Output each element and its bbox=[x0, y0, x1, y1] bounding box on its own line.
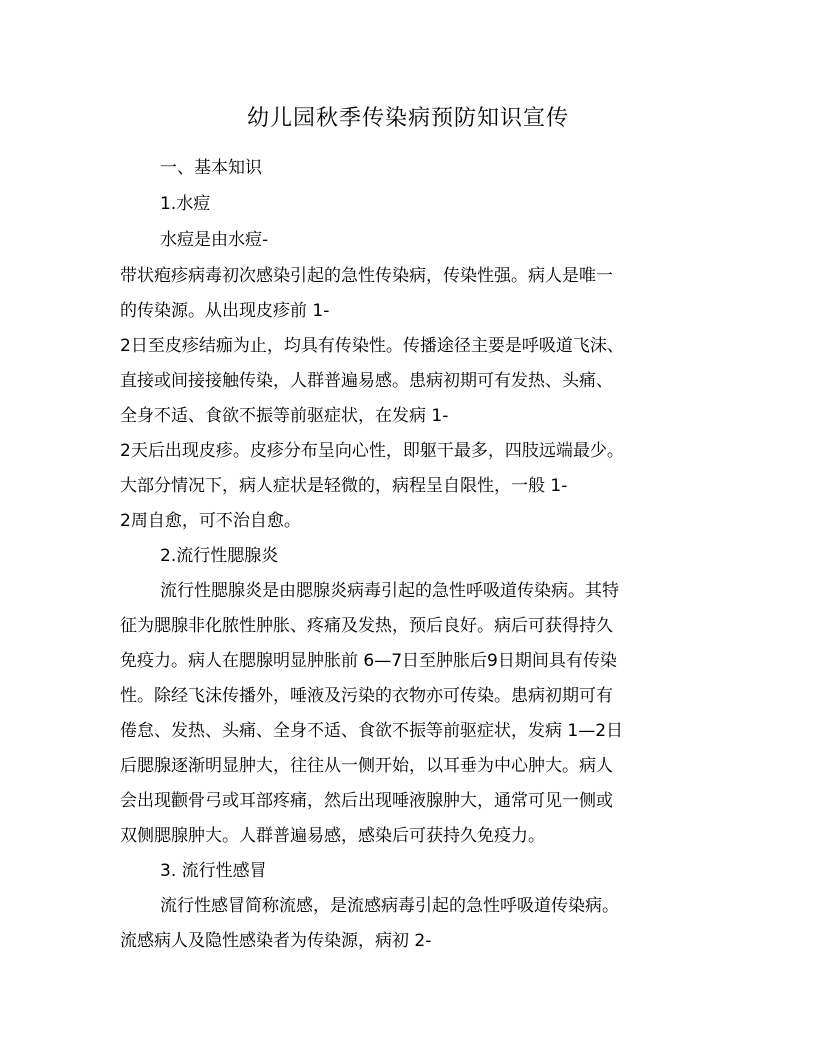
document-title: 幼儿园秋季传染病预防知识宣传 bbox=[246, 106, 569, 131]
paragraph-line: 流感病人及隐性感染者为传染源，病初 2- bbox=[120, 931, 432, 951]
paragraph-line: 征为腮腺非化脓性肿胀、疼痛及发热，预后良好。病后可获得持久 bbox=[120, 616, 613, 636]
paragraph-line: 倦怠、发热、头痛、全身不适、食欲不振等前驱症状，发病 1—2日 bbox=[120, 721, 624, 741]
paragraph-line: 的传染源。从出现皮疹前 1- bbox=[120, 301, 330, 321]
paragraph-line: 流行性腮腺炎是由腮腺炎病毒引起的急性呼吸道传染病。其特 bbox=[160, 581, 619, 601]
paragraph-line: 2日至皮疹结痂为止，均具有传染性。传播途径主要是呼吸道飞沫、 bbox=[120, 336, 624, 356]
paragraph-line: 水痘是由水痘- bbox=[160, 230, 269, 250]
item-heading-varicella: 1.水痘 bbox=[160, 194, 211, 214]
paragraph-line: 大部分情况下，病人症状是轻微的，病程呈自限性，一般 1- bbox=[120, 476, 568, 496]
paragraph-line: 2天后出现皮疹。皮疹分布呈向心性，即躯干最多，四肢远端最少。 bbox=[120, 441, 624, 461]
paragraph-line: 后腮腺逐渐明显肿大，往往从一侧开始，以耳垂为中心肿大。病人 bbox=[120, 756, 613, 776]
paragraph-line: 全身不适、食欲不振等前驱症状，在发病 1- bbox=[120, 406, 449, 426]
paragraph-line: 会出现颧骨弓或耳部疼痛，然后出现唾液腺肿大，通常可见一侧或 bbox=[120, 791, 613, 811]
paragraph-line: 性。除经飞沫传播外，唾液及污染的衣物亦可传染。患病初期可有 bbox=[120, 686, 613, 706]
paragraph-line: 2周自愈，可不治自愈。 bbox=[120, 511, 301, 531]
section-heading: 一、基本知识 bbox=[160, 158, 262, 178]
paragraph-line: 带状疱疹病毒初次感染引起的急性传染病，传染性强。病人是唯一 bbox=[120, 266, 613, 286]
paragraph-line: 双侧腮腺肿大。人群普遍易感，感染后可获持久免疫力。 bbox=[120, 826, 545, 846]
paragraph-line: 免疫力。病人在腮腺明显肿胀前 6—7日至肿胀后9日期间具有传染 bbox=[120, 651, 617, 671]
item-heading-influenza: 3. 流行性感冒 bbox=[160, 861, 267, 881]
paragraph-line: 流行性感冒简称流感，是流感病毒引起的急性呼吸道传染病。 bbox=[160, 896, 619, 916]
item-heading-mumps: 2.流行性腮腺炎 bbox=[160, 546, 279, 566]
paragraph-line: 直接或间接接触传染，人群普遍易感。患病初期可有发热、头痛、 bbox=[120, 371, 613, 391]
